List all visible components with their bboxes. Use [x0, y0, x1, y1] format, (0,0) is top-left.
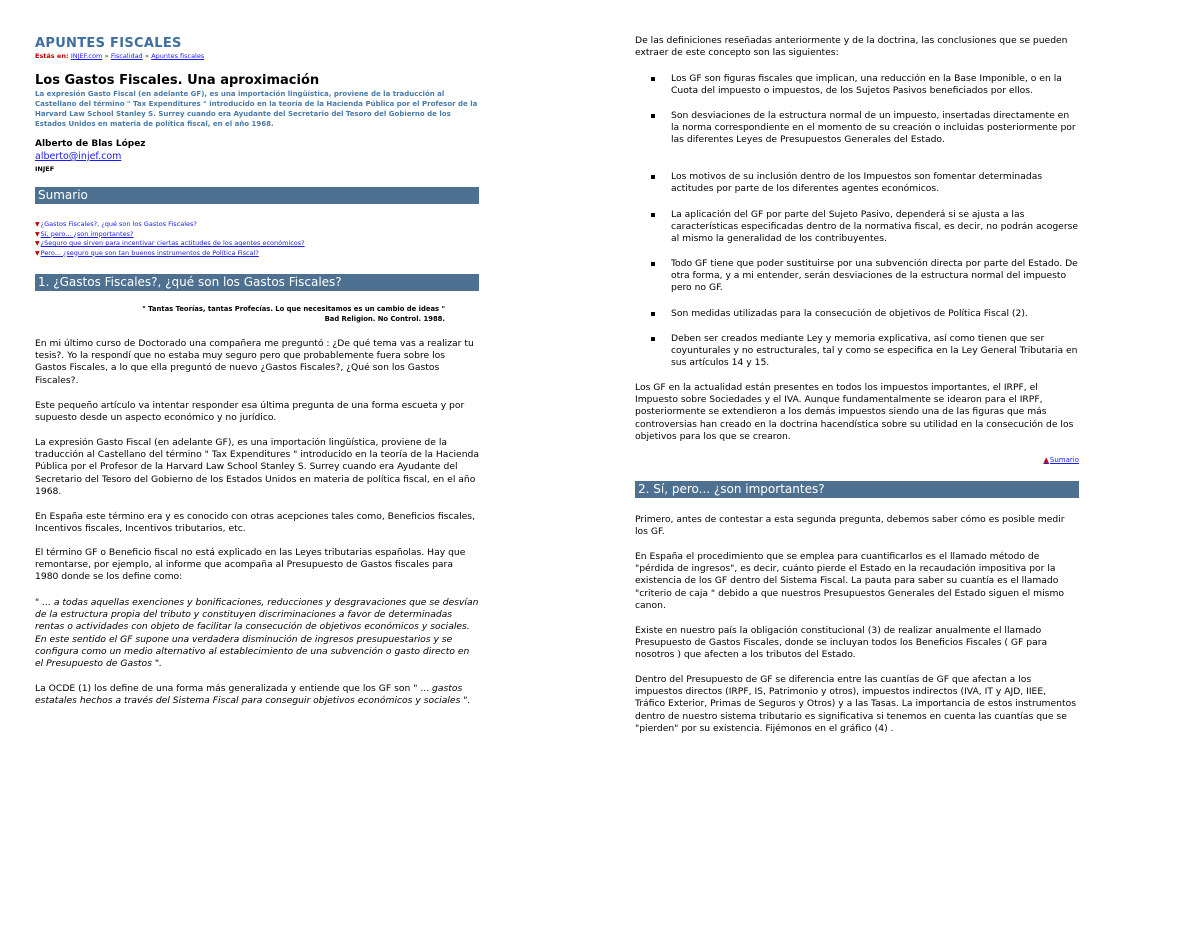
- list-item: Son medidas utilizadas para la consecución de objetivos de Política Fiscal (2).: [635, 308, 1079, 320]
- bullet-icon: [651, 262, 655, 266]
- back-to-summary-link[interactable]: ▲Sumario: [1043, 456, 1079, 464]
- author-email-link[interactable]: alberto@injef.com: [35, 151, 122, 162]
- section2-heading: 2. Sí, pero... ¿son importantes?: [635, 481, 1079, 498]
- oecd-definition: gastos estatales hechos a través del Sistema Fiscal para conseguir objetivos económicos y sociales ".: [35, 683, 471, 707]
- quoted-definition: " ... a todas aquellas exenciones y bonificaciones, reducciones y desgravaciones que se desvían de la estructura propia del tributo y constituyen discriminaciones a favor de determinadas rentas o actividades con objeto de facilitar la consecución de objetivos económicos y sociales. En este sentido el GF supone una verdadera disminución de ingresos presupuestarios y se configura como un medio alternativo al establecimiento de una subvención o gasto directo en el Presupuesto de Gastos ".: [35, 597, 479, 670]
- summary-link[interactable]: ¿Gastos Fiscales?, ¿qué son los Gastos Fiscales?: [40, 220, 197, 228]
- paragraph: Dentro del Presupuesto de GF se diferencia entre las cuantías de GF que afectan a los impuestos directos (IRPF, IS, Patrimonio y otros), impuestos indirectos (IVA, IT y AJD, IIEE, Tráfico Exterior, Primas de Seguros y Otros) y a las Tasas. La importancia de estos instrumentos dentro de nuestro sistema tributario es significativa si tenemos en cuenta las cuantías que se "pierden" por su existencia. Fijémonos en el gráfico (4) .: [635, 674, 1076, 734]
- summary-heading: Sumario: [35, 187, 479, 204]
- breadcrumb: [35, 52, 204, 60]
- author-org: INJEF: [35, 165, 55, 173]
- paragraph: En España este término era y es conocido con otras acepciones tales como, Beneficios fiscales, Incentivos fiscales, Incentivos tributarios, etc.: [35, 511, 475, 535]
- summary-item[interactable]: [35, 220, 305, 230]
- bullet-icon: [651, 77, 655, 81]
- summary-list: [35, 220, 305, 258]
- bullet-icon: [651, 312, 655, 316]
- conclusions-intro: De las definiciones reseñadas anteriormente y de la doctrina, las conclusiones que se pueden extraer de este concepto son las siguientes:: [635, 35, 1068, 59]
- oecd-intro: La OCDE (1) los define de una forma más generalizada y entiende que los GF son " ...: [35, 683, 430, 694]
- paragraph: Este pequeño artículo va intentar responder esa última pregunta de una forma escueta y por supuesto desde un aspecto económico y no jurídico.: [35, 400, 465, 424]
- summary-item[interactable]: [35, 239, 305, 249]
- paragraph: En mi último curso de Doctorado una compañera me preguntó : ¿De qué tema vas a realizar tu tesis?. Yo la respondí que no estaba muy seguro pero que probablemente fuera sobre los Gastos Fiscales, a lo que ella preguntó de nuevo ¿Gastos Fiscales?, ¿Qué son los Gastos Fiscales?.: [35, 338, 474, 386]
- summary-item[interactable]: [35, 249, 305, 259]
- list-item: La aplicación del GF por parte del Sujeto Pasivo, dependerá si se ajusta a las características especificadas dentro de la normativa fiscal, es decir, no podrán acogerse al mismo la generalidad de los contribuyentes.: [635, 209, 1079, 246]
- paragraph: En España el procedimiento que se emplea para cuantificarlos es el llamado método de "pérdida de ingresos", es decir, cuánto pierde el Estado en la recaudación impositiva por la existencia de los GF dentro del Sistema Fiscal. La pauta para saber su cuantía es el llamado "criterio de caja " debido a que nuestros Presupuestos Generales del Estado siguen el mismo canon.: [635, 551, 1065, 611]
- bullet-icon: [651, 213, 655, 217]
- list-item: Los motivos de su inclusión dentro de los Impuestos son fomentar determinadas actitudes por parte de los diferentes agentes económicos.: [635, 171, 1079, 195]
- site-title: APUNTES FISCALES: [35, 36, 182, 51]
- article-abstract: La expresión Gasto Fiscal (en adelante GF), es una importación lingüística, proviene de la traducción al Castellano del término " Tax Expenditures " introducido en la teoría de la Hacienda Pública por el Profesor de la Harvard Law School Stanley S. Surrey cuando era Ayudante del Secretario del Tesoro del Gobierno de los Estados Unidos en materia de política fiscal, en el año 1968.: [35, 90, 478, 128]
- list-item: Deben ser creados mediante Ley y memoria explicativa, así como tienen que ser coyunturales y no estructurales, tal y como se especifica en la Ley General Tributaria en sus artículos 14 y 15.: [635, 333, 1079, 370]
- breadcrumb-separator: »: [104, 52, 109, 60]
- breadcrumb-link-apuntes[interactable]: Apuntes fiscales: [151, 52, 205, 60]
- bullet-icon: [651, 114, 655, 118]
- summary-item[interactable]: [35, 230, 305, 240]
- triangle-down-icon: ▼: [35, 249, 40, 257]
- section1-heading: 1. ¿Gastos Fiscales?, ¿qué son los Gastos Fiscales?: [35, 274, 479, 291]
- summary-link[interactable]: ¿Seguro que sirven para incentivar ciertas actitudes de los agentes económicos?: [40, 239, 305, 247]
- bullet-icon: [651, 175, 655, 179]
- paragraph-oecd: [35, 683, 479, 707]
- triangle-up-icon: ▲: [1043, 456, 1049, 464]
- summary-link[interactable]: Sí, pero... ¿son importantes?: [40, 229, 134, 238]
- breadcrumb-separator: »: [144, 52, 149, 60]
- triangle-down-icon: ▼: [35, 230, 40, 238]
- paragraph: El término GF o Beneficio fiscal no está explicado en las Leyes tributarias españolas. Hay que remontarse, por ejemplo, al informe que acompaña al Presupuesto de Gastos fiscales para 1980 donde se los define como:: [35, 547, 466, 583]
- paragraph: Los GF en la actualidad están presentes en todos los impuestos importantes, el IRPF, el Impuesto sobre Sociedades y el IVA. Aunque fundamentalmente se idearon para el IRPF, posteriormente se extendieron a los demás impuestos siendo una de las figuras que más controversias han creado en la doctrina hacendística sobre su utilidad en la consecución de los objetivos para los que se crearon.: [635, 382, 1074, 442]
- list-item: Todo GF tiene que poder sustituirse por una subvención directa por parte del Estado. De otra forma, y a mi entender, serán desviaciones de la estructura normal del impuesto pero no GF.: [635, 258, 1079, 295]
- summary-link[interactable]: Pero... ¿seguro que son tan buenos instrumentos de Política Fiscal?: [40, 248, 259, 257]
- triangle-down-icon: ▼: [35, 240, 40, 247]
- article-title: Los Gastos Fiscales. Una aproximación: [35, 73, 320, 88]
- epigraph-text: " Tantas Teorías, tantas Profecías. Lo que necesitamos es un cambio de ideas ": [142, 305, 445, 313]
- author-name: Alberto de Blas López: [35, 139, 146, 149]
- epigraph: [35, 305, 445, 324]
- triangle-down-icon: ▼: [35, 221, 40, 228]
- paragraph: Primero, antes de contestar a esta segunda pregunta, debemos saber cómo es posible medir los GF.: [635, 514, 1065, 538]
- list-item: Los GF son figuras fiscales que implican, una reducción en la Base Imponible, o en la Cuota del impuesto o impuestos, de los Sujetos Pasivos beneficiados por ellos.: [635, 73, 1079, 97]
- list-item: Son desviaciones de la estructura normal de un impuesto, insertadas directamente en la norma correspondiente en el momento de su creación o incluidas posteriormente por las diferentes Leyes de Presupuestos Generales del Estado.: [635, 110, 1079, 147]
- breadcrumb-prefix: Estás en:: [35, 52, 69, 60]
- breadcrumb-link-injef[interactable]: INJEF.com: [70, 52, 103, 60]
- epigraph-source: Bad Religion. No Control. 1988.: [324, 314, 445, 323]
- bullet-icon: [651, 337, 655, 341]
- paragraph: La expresión Gasto Fiscal (en adelante GF), es una importación lingüística, proviene de la traducción al Castellano del término " Tax Expenditures " introducido en la teoría de la Hacienda Pública por el Profesor de la Harvard Law School Stanley S. Surrey cuando era Ayudante del Secretario del Tesoro del Gobierno de los Estados Unidos en materia de política fiscal, en el año 1968.: [35, 437, 479, 497]
- paragraph: Existe en nuestro país la obligación constitucional (3) de realizar anualmente el llamado Presupuesto de Gastos Fiscales, donde se incluyan todos los Beneficios Fiscales ( GF para nosotros ) que afecten a los tributos del Estado.: [635, 625, 1048, 661]
- breadcrumb-link-fiscalidad[interactable]: Fiscalidad: [110, 52, 143, 60]
